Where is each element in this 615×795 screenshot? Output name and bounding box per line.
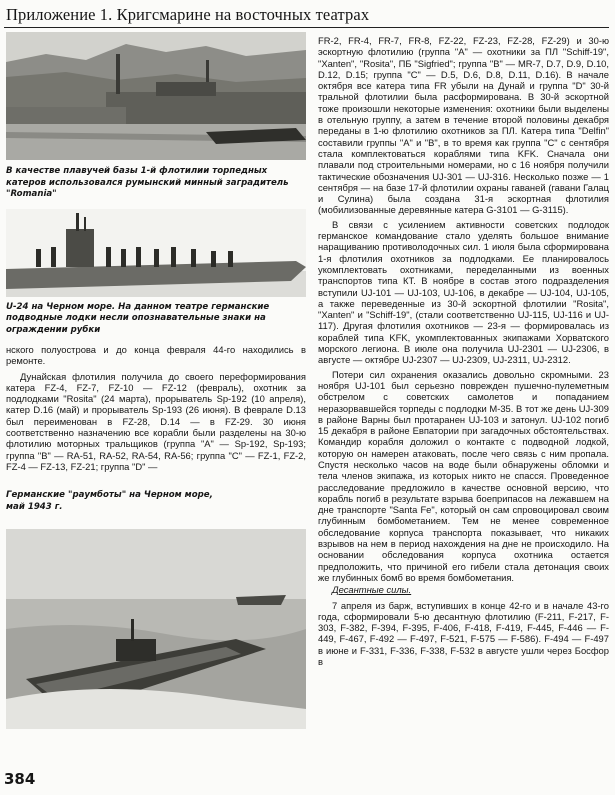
caption-line: катеров использовался румынский минный заградитель "Romania": [6, 177, 289, 199]
running-header: [0, 0, 615, 30]
body-paragraph: Дунайская флотилия получила до своего переформирования катера FZ-4, FZ-7, FZ-10 — FZ-12 (февраль), охотник за подлодками "Rosita" (24 марта), прорыватель Sp-192 (10 апреля), катер D.16 (май) и прорыватель Sp-193 (26 июня). В феврале D.13 был переименован в FZ-28, D.14 — в FZ-29. 30 июня соответственно назначению все корабли были разделены на 30-ю флотилию моторных тральщиков (группа "А" — Sp-192, Sp-193; группа "В" — RA-51, RA-52, RA-54, RA-56; группа "С" — FZ-1, FZ-2, FZ-4 — FZ-13, FZ-21; группа "D" —: [6, 370, 306, 472]
caption-line: май 1943 г.: [6, 501, 63, 512]
body-paragraph: FR-2, FR-4, FR-7, FR-8, FZ-22, FZ-23, FZ-28, FZ-29) и 30-ю эскортную флотилию (группа "А" — охотники за ПЛ "Schiff-19", "Xanten", "Rosita", ПБ "Sigfried"; группа "В" — MR-7, D.7, D.9, D.10, D.12, D.15; группа "С" — D.5, D.6, D.8, D.11, D.16). В начале октября все катера типа FR убыли на Дунай и группа "D" 30-й тральной флотилии была расформирована. В 30-й эскортной тоже произошли некоторые изменения: охотники были выделены в отельную группу, а затем в течение второй половины декабря переданы в 1-ю флотилию охотников за ПЛ. Катера типа "Delfin" составили группы "А" и "В", в то время как группа "С" с сентября стала комплектоваться кораблями типа KFK. Сначала они плавали под строительными номерами, но с 16 ноября получили тактические обозначения UJ-301 — UJ-316. Несколько позже — 1 сентября — на базе 17-й флотилии охраны гаваней (гавани Галац и Сулина) была создана 31-я эскортная флотилия (мобилизованные деревянные катера G-3101 — G-3115).: [318, 35, 609, 216]
body-paragraph: Потери сил охранения оказались довольно скромными. 23 ноября UJ-101 был серьезно поврежден пушечно-пулеметным обстрелом с советских самолетов и попаданием неразорвавшейся торпеды с подлодки М-35. В тот же день UJ-309 в районе Варны был протаранен UJ-103 и затонул. UJ-102 погиб 15 декабря в районе Евпатории при загадочных обстоятельствах. Командир корабля доложил о контакте с подводной лодкой, которую он намерен атаковать, после чего связь с ним пропала. Спустя несколько часов на воде были обнаружены обломки и тела членов экипажа, из которых никто не спасся. Проведенное расследование предложило в качестве основной версию, что корабль погиб в результате взрыва боеприпасов на лежавшем на дне транспорте "Santa Fe", который он сам спровоцировал своим глубинным бомбометанием. Тем не менее современное обследование корпуса транспорта показывает, что никаких взрывов на нем в период нахождения на дне не происходило. На основании обследования корпуса охотника остается предположить, что причиной его гибели стала детонация своих же глубинных бомб во время бомбометания.: [318, 368, 609, 583]
left-body-text: [6, 344, 306, 472]
submarine-photo: [6, 209, 306, 297]
caption-line: В качестве плавучей базы 1-й флотилии торпедных: [6, 166, 268, 176]
submarine-photo-caption: [6, 302, 306, 337]
left-column: [6, 32, 306, 729]
motorboat-photo-caption: [6, 490, 306, 513]
header-title: Приложение 1. Кригсмарине на восточных театрах: [6, 5, 370, 24]
port-ships-photo-art: [6, 32, 306, 160]
port-photo-caption: [6, 166, 306, 201]
caption-line: подводные лодки несли опознавательные знаки на: [6, 313, 266, 323]
submarine-photo-art: [6, 209, 306, 297]
body-paragraph: В связи с усилением активности советских подлодок германское командование стало уделять большое внимание наращиванию противолодочных сил. 1 июля была сформирована 1-я флотилия охотников за подлодками. Ее планировалось укомплектовать охотниками, переделанными из военных транспортов типа КТ. В ноябре в состав этого подразделения вступили UJ-101 — UJ-103, UJ-106, в декабре — UJ-104, UJ-105, а также переведенные из 30-й эскортной флотилии "Rosita", "Xanten" и "Schiff-19", (стали соответственно UJ-115, UJ-116 и UJ-117). Другая флотилия охотников — 23-я — формировалась из кораблей типа KFK, укомплектованных экипажами Хорватского морского легиона. В июле она получила UJ-2301 — UJ-2306, в августе — октябре UJ-2307 — UJ-2309, UJ-2311, UJ-2312.: [318, 218, 609, 366]
motorboat-photo-art: [6, 529, 306, 729]
caption-line: Германские "раумботы" на Черном море,: [6, 490, 213, 501]
section-subheading-text: Десантные силы.: [332, 584, 412, 596]
caption-line: ограждении рубки: [6, 324, 101, 335]
right-column: [318, 35, 609, 667]
caption-line: U-24 на Черном море. На данном театре германские: [6, 301, 270, 312]
body-paragraph: 7 апреля из барж, вступивших в конце 42-го и в начале 43-го года, сформировали 5-ю десантную флотилию (F-211, F-217, F-303, F-382, F-394, F-395, F-406, F-418, F-419, F-445, F-446 — F-449, F-467, F-492 — F-497, F-521, F-575 — F-586). F-494 — F-497 в июне и F-331, F-336, F-338, F-532 в августе ушли через Босфор в: [318, 599, 609, 668]
section-subheading: [318, 584, 609, 595]
port-ships-photo: [6, 32, 306, 160]
page-number: 384: [4, 770, 36, 788]
motorboat-photo: [6, 529, 306, 729]
right-body-text: [318, 35, 609, 667]
header-rule: [4, 27, 609, 28]
body-paragraph: нского полуострова и до конца февраля 44-го находились в ремонте.: [6, 344, 306, 367]
